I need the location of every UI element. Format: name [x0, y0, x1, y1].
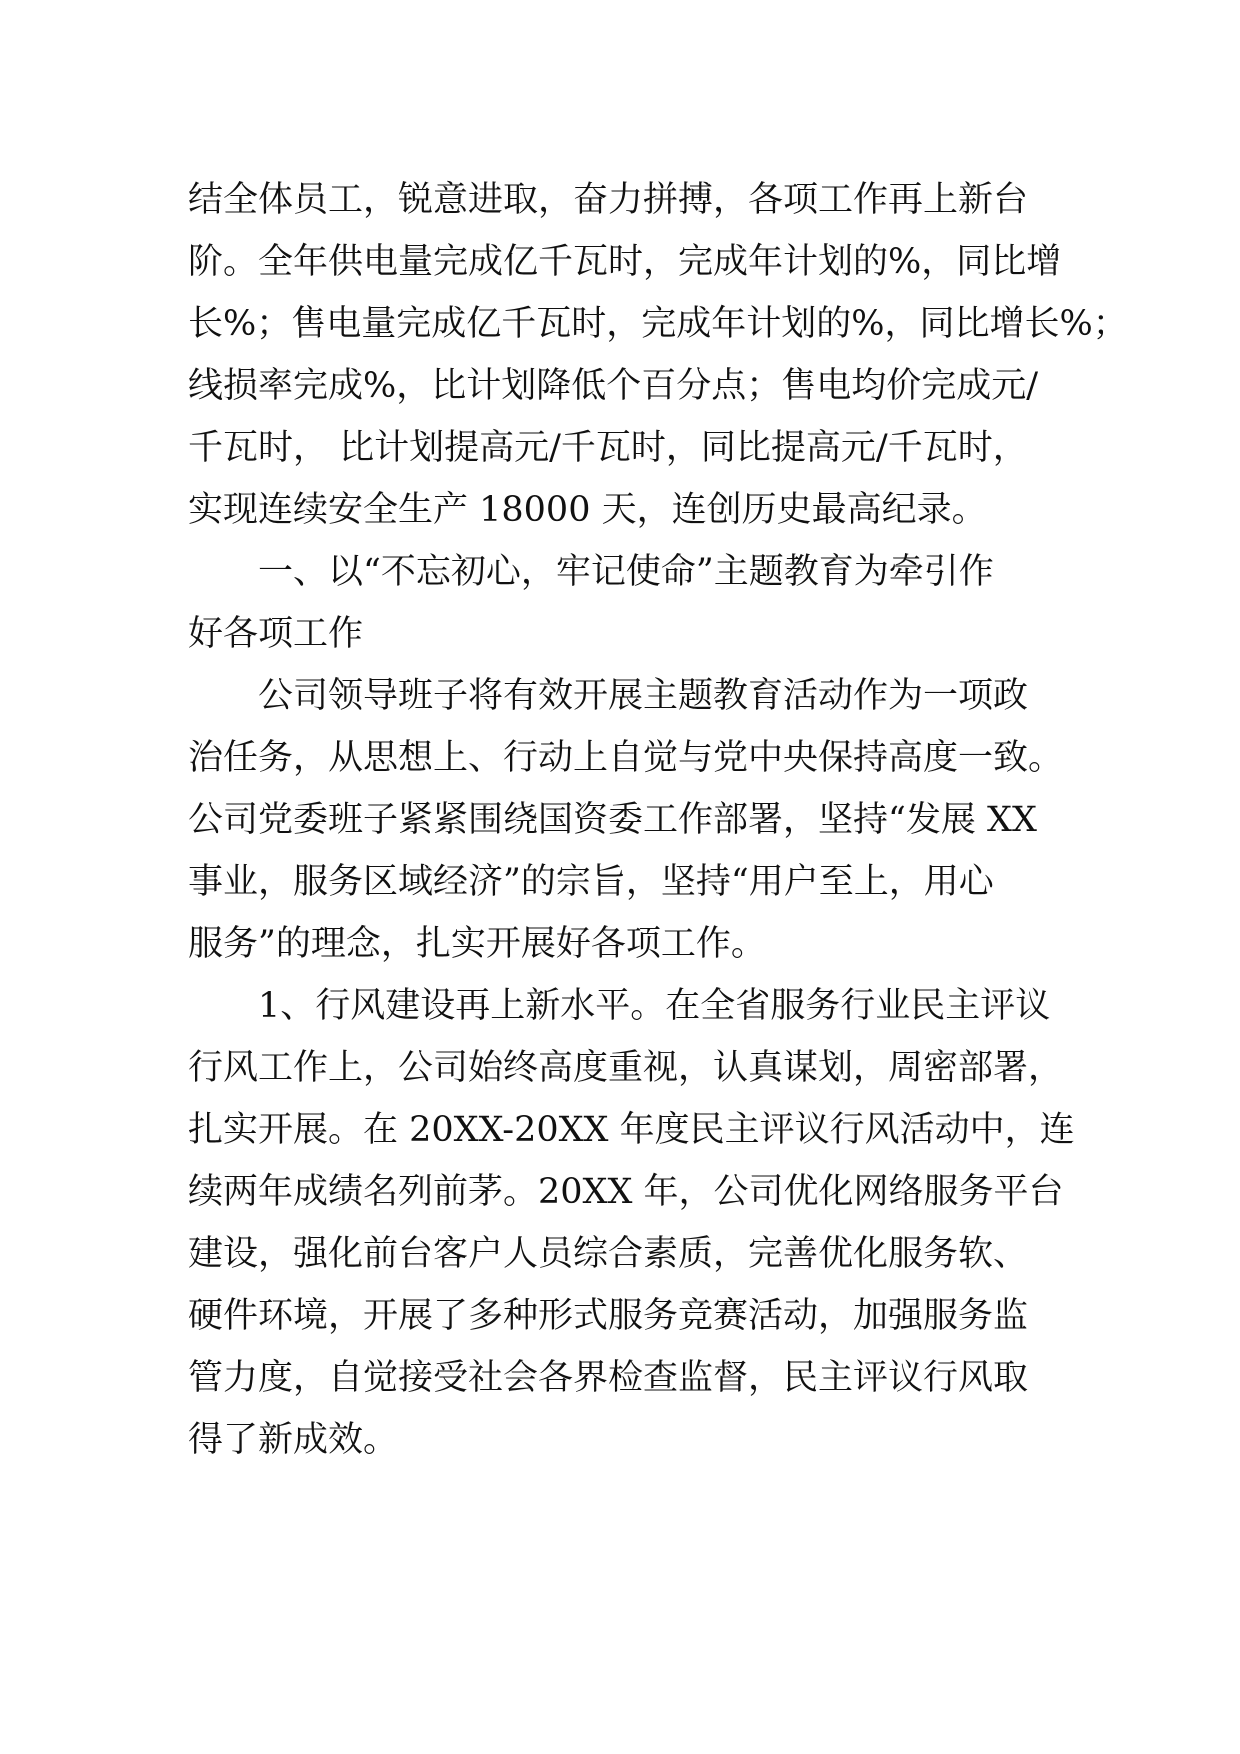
- paragraph-line: 公司领导班子将有效开展主题教育活动作为一项政: [258, 676, 1029, 716]
- paragraph-line: 治任务，从思想上、行动上自觉与党中央保持高度一致。: [188, 738, 1064, 778]
- paragraph-line: 长%；售电量完成亿千瓦时，完成年计划的%，同比增长%；: [188, 304, 1128, 344]
- paragraph-line: 事业，服务区域经济”的宗旨，坚持“用户至上，用心: [188, 862, 994, 902]
- paragraph-line: 服务”的理念，扎实开展好各项工作。: [188, 924, 766, 964]
- paragraph-line: 阶。全年供电量完成亿千瓦时，完成年计划的%，同比增: [188, 242, 1062, 282]
- paragraph-line: 公司党委班子紧紧围绕国资委工作部署，坚持“发展 XX: [188, 800, 1037, 840]
- paragraph-line: 线损率完成%，比计划降低个百分点；售电均价完成元/: [188, 366, 1039, 406]
- paragraph-line: 扎实开展。在 20XX-20XX 年度民主评议行风活动中，连: [188, 1110, 1075, 1150]
- paragraph-line: 续两年成绩名列前茅。20XX 年，公司优化网络服务平台: [188, 1172, 1064, 1212]
- paragraph-line: 管力度，自觉接受社会各界检查监督，民主评议行风取: [188, 1358, 1029, 1398]
- paragraph-line: 得了新成效。: [188, 1420, 399, 1460]
- paragraph-line: 实现连续安全生产 18000 天，连创历史最高纪录。: [188, 490, 987, 530]
- paragraph-line: 行风工作上，公司始终高度重视，认真谋划，周密部署，: [188, 1048, 1064, 1088]
- section-heading-line: 好各项工作: [188, 614, 364, 654]
- paragraph-line: 结全体员工，锐意进取，奋力拼搏，各项工作再上新台: [188, 180, 1029, 220]
- section-heading-line: 一、以“不忘初心，牢记使命”主题教育为牵引作: [258, 552, 994, 592]
- paragraph-line: 1、行风建设再上新水平。在全省服务行业民主评议: [258, 986, 1051, 1026]
- paragraph-line: 建设，强化前台客户人员综合素质，完善优化服务软、: [188, 1234, 1029, 1274]
- paragraph-line: 硬件环境，开展了多种形式服务竞赛活动，加强服务监: [188, 1296, 1029, 1336]
- paragraph-line: 千瓦时， 比计划提高元/千瓦时，同比提高元/千瓦时，: [188, 428, 1028, 468]
